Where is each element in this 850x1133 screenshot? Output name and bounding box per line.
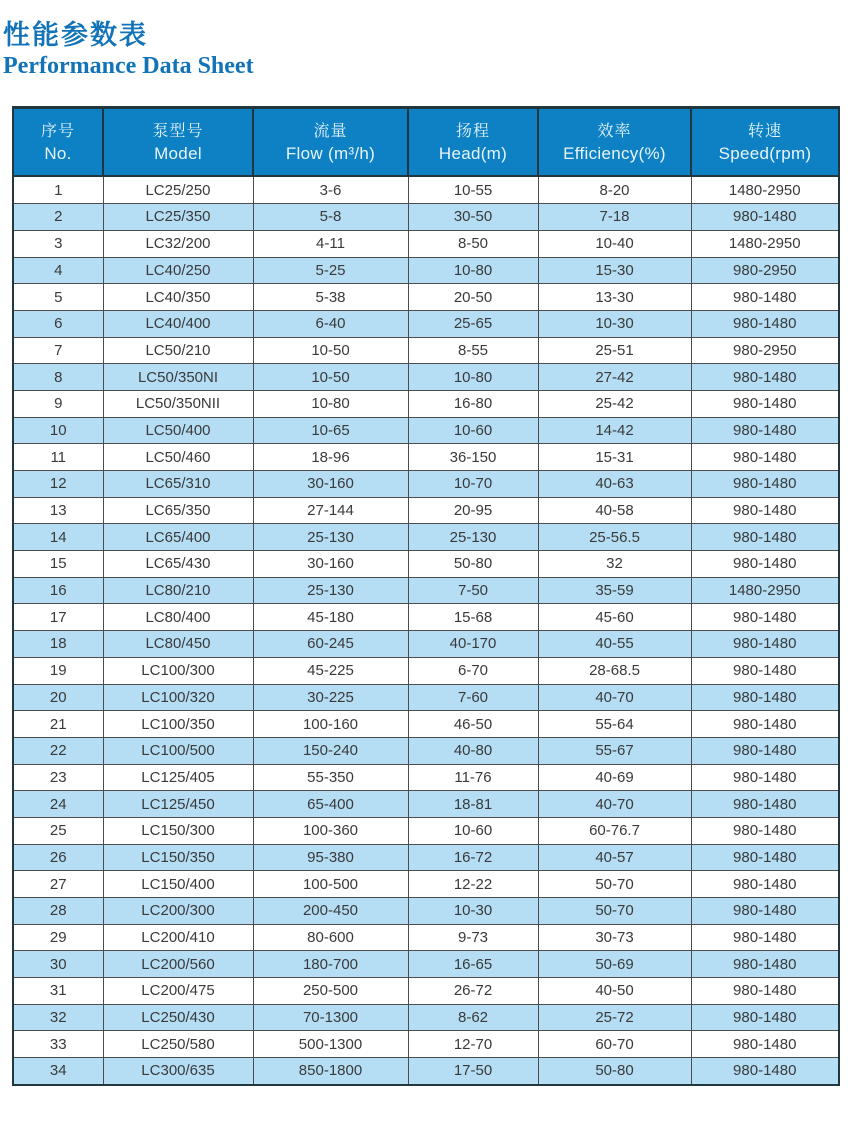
table-cell: LC200/300 (103, 898, 253, 925)
table-row (13, 684, 839, 711)
table-row (13, 711, 839, 738)
table-cell: LC125/450 (103, 791, 253, 818)
table-cell: 40-80 (408, 737, 538, 764)
column-header-model (103, 108, 253, 177)
table-cell: 27 (13, 871, 103, 898)
table-cell: 15 (13, 551, 103, 578)
column-header-flow-en: Flow (m³/h) (285, 143, 376, 163)
page-title-en: Performance Data Sheet (3, 53, 254, 80)
table-cell: LC25/250 (103, 176, 253, 203)
table-cell: 980-1480 (691, 764, 839, 791)
table-cell: 980-2950 (691, 337, 839, 364)
table-cell: 30-225 (253, 684, 408, 711)
table-cell: LC100/500 (103, 737, 253, 764)
table-cell: 16 (13, 577, 103, 604)
table-cell: 150-240 (253, 737, 408, 764)
table-cell: 980-2950 (691, 257, 839, 284)
table-cell: 15-68 (408, 604, 538, 631)
table-cell: 40-58 (538, 497, 691, 524)
table-cell: 10-60 (408, 417, 538, 444)
table-row (13, 871, 839, 898)
table-cell: 40-63 (538, 471, 691, 498)
table-cell: 10-30 (408, 898, 538, 925)
table-cell: 16-80 (408, 390, 538, 417)
table-cell: 33 (13, 1031, 103, 1058)
table-cell: 6 (13, 310, 103, 337)
table-cell: 980-1480 (691, 1058, 839, 1085)
table-body (13, 176, 839, 1084)
table-cell: 25-42 (538, 390, 691, 417)
table-cell: 32 (13, 1004, 103, 1031)
table-cell: LC200/410 (103, 924, 253, 951)
table-cell: 10-55 (408, 176, 538, 203)
column-header-no-en: No. (44, 143, 72, 163)
table-cell: 40-170 (408, 631, 538, 658)
table-cell: 20 (13, 684, 103, 711)
table-cell: 40-69 (538, 764, 691, 791)
table-cell: 1480-2950 (691, 577, 839, 604)
table-row (13, 951, 839, 978)
table-cell: 5-8 (253, 204, 408, 231)
table-cell: LC150/350 (103, 844, 253, 871)
table-row (13, 737, 839, 764)
column-header-model-en: Model (154, 143, 202, 163)
table-cell: 7-60 (408, 684, 538, 711)
table-cell: LC200/560 (103, 951, 253, 978)
table-cell: 1480-2950 (691, 230, 839, 257)
table-cell: 980-1480 (691, 204, 839, 231)
page-title-zh: 性能参数表 (3, 20, 148, 50)
table-row (13, 844, 839, 871)
table-cell: 3-6 (253, 176, 408, 203)
table-cell: LC65/350 (103, 497, 253, 524)
table-cell: 10-70 (408, 471, 538, 498)
table-cell: LC50/400 (103, 417, 253, 444)
table-cell: 980-1480 (691, 1004, 839, 1031)
table-cell: 45-60 (538, 604, 691, 631)
table-cell: 24 (13, 791, 103, 818)
column-header-speed-zh: 转速 (747, 123, 782, 141)
column-header-flow (253, 108, 408, 177)
table-cell: 980-1480 (691, 898, 839, 925)
table-row (13, 1031, 839, 1058)
table-row (13, 978, 839, 1005)
table-cell: 980-1480 (691, 604, 839, 631)
table-cell: LC65/400 (103, 524, 253, 551)
table-cell: 10-80 (253, 390, 408, 417)
table-cell: 5-25 (253, 257, 408, 284)
table-cell: 13-30 (538, 284, 691, 311)
page-title-block (0, 0, 850, 79)
table-cell: 50-69 (538, 951, 691, 978)
column-header-efficiency-zh: 效率 (597, 123, 632, 141)
table-cell: 40-50 (538, 978, 691, 1005)
table-cell: 3 (13, 230, 103, 257)
table-cell: 200-450 (253, 898, 408, 925)
table-row (13, 284, 839, 311)
table-row (13, 257, 839, 284)
table-cell: 6-40 (253, 310, 408, 337)
column-header-no (13, 108, 103, 177)
table-row (13, 310, 839, 337)
table-cell: 980-1480 (691, 524, 839, 551)
table-cell: 60-245 (253, 631, 408, 658)
table-cell: LC300/635 (103, 1058, 253, 1085)
table-cell: 55-350 (253, 764, 408, 791)
table-cell: 980-1480 (691, 390, 839, 417)
table-row (13, 337, 839, 364)
table-cell: 36-150 (408, 444, 538, 471)
table-cell: 40-55 (538, 631, 691, 658)
table-row (13, 497, 839, 524)
table-row (13, 417, 839, 444)
table-cell: 20-95 (408, 497, 538, 524)
table-row (13, 604, 839, 631)
table-row (13, 551, 839, 578)
table-cell: LC125/405 (103, 764, 253, 791)
table-row (13, 657, 839, 684)
table-cell: LC80/210 (103, 577, 253, 604)
table-cell: LC50/350NI (103, 364, 253, 391)
table-cell: 30 (13, 951, 103, 978)
table-cell: LC50/210 (103, 337, 253, 364)
table-cell: 30-50 (408, 204, 538, 231)
table-cell: 10-80 (408, 257, 538, 284)
table-cell: 95-380 (253, 844, 408, 871)
table-cell: 25-65 (408, 310, 538, 337)
table-cell: 5-38 (253, 284, 408, 311)
table-cell: 16-65 (408, 951, 538, 978)
table-cell: 17 (13, 604, 103, 631)
table-cell: 10-40 (538, 230, 691, 257)
table-cell: LC250/430 (103, 1004, 253, 1031)
table-cell: 25-130 (253, 524, 408, 551)
table-cell: 1 (13, 176, 103, 203)
table-row (13, 444, 839, 471)
table-cell: 980-1480 (691, 631, 839, 658)
table-cell: LC40/350 (103, 284, 253, 311)
table-cell: 31 (13, 978, 103, 1005)
table-cell: 46-50 (408, 711, 538, 738)
table-cell: 980-1480 (691, 657, 839, 684)
table-row (13, 898, 839, 925)
table-header-row (13, 108, 839, 177)
table-cell: LC150/300 (103, 817, 253, 844)
table-cell: 4 (13, 257, 103, 284)
table-cell: 22 (13, 737, 103, 764)
table-cell: 25-51 (538, 337, 691, 364)
table-cell: LC100/320 (103, 684, 253, 711)
table-cell: 18 (13, 631, 103, 658)
table-cell: 8-50 (408, 230, 538, 257)
table-cell: 30-160 (253, 551, 408, 578)
table-cell: LC100/350 (103, 711, 253, 738)
table-cell: 25-130 (408, 524, 538, 551)
table-cell: 50-80 (408, 551, 538, 578)
table-cell: 100-500 (253, 871, 408, 898)
table-cell: 29 (13, 924, 103, 951)
table-row (13, 791, 839, 818)
table-cell: 70-1300 (253, 1004, 408, 1031)
table-cell: 5 (13, 284, 103, 311)
table-cell: 980-1480 (691, 924, 839, 951)
table-cell: 12-70 (408, 1031, 538, 1058)
table-cell: 980-1480 (691, 951, 839, 978)
table-cell: 55-67 (538, 737, 691, 764)
table-cell: 25-56.5 (538, 524, 691, 551)
table-cell: 11 (13, 444, 103, 471)
performance-table (12, 106, 840, 1085)
table-cell: LC200/475 (103, 978, 253, 1005)
table-cell: 50-80 (538, 1058, 691, 1085)
table-cell: 980-1480 (691, 284, 839, 311)
table-row (13, 230, 839, 257)
table-cell: 250-500 (253, 978, 408, 1005)
table-cell: 35-59 (538, 577, 691, 604)
table-row (13, 817, 839, 844)
table-cell: 980-1480 (691, 791, 839, 818)
table-cell: 980-1480 (691, 417, 839, 444)
table-cell: LC25/350 (103, 204, 253, 231)
table-cell: 23 (13, 764, 103, 791)
table-cell: 980-1480 (691, 364, 839, 391)
table-cell: 850-1800 (253, 1058, 408, 1085)
table-row (13, 1058, 839, 1085)
table-row (13, 176, 839, 203)
table-cell: 980-1480 (691, 844, 839, 871)
table-cell: 10-80 (408, 364, 538, 391)
table-row (13, 524, 839, 551)
table-cell: 6-70 (408, 657, 538, 684)
table-row (13, 471, 839, 498)
table-row (13, 924, 839, 951)
table-cell: 980-1480 (691, 444, 839, 471)
table-cell: 19 (13, 657, 103, 684)
table-cell: 980-1480 (691, 711, 839, 738)
table-cell: LC40/250 (103, 257, 253, 284)
column-header-speed (691, 108, 839, 177)
table-cell: 10-65 (253, 417, 408, 444)
table-cell: LC65/310 (103, 471, 253, 498)
table-cell: 12-22 (408, 871, 538, 898)
table-cell: 7-50 (408, 577, 538, 604)
table-cell: 15-31 (538, 444, 691, 471)
table-cell: LC50/460 (103, 444, 253, 471)
table-cell: LC32/200 (103, 230, 253, 257)
table-cell: 9 (13, 390, 103, 417)
table-cell: 980-1480 (691, 817, 839, 844)
table-cell: LC150/400 (103, 871, 253, 898)
table-cell: 18-81 (408, 791, 538, 818)
table-cell: 11-76 (408, 764, 538, 791)
column-header-head (408, 108, 538, 177)
table-cell: 100-360 (253, 817, 408, 844)
table-cell: LC50/350NII (103, 390, 253, 417)
table-cell: 40-57 (538, 844, 691, 871)
table-cell: 4-11 (253, 230, 408, 257)
table-cell: 12 (13, 471, 103, 498)
column-header-flow-zh: 流量 (313, 123, 348, 141)
table-cell: 80-600 (253, 924, 408, 951)
table-cell: 60-76.7 (538, 817, 691, 844)
table-row (13, 577, 839, 604)
table-cell: 980-1480 (691, 737, 839, 764)
table-cell: 7-18 (538, 204, 691, 231)
table-cell: 8-20 (538, 176, 691, 203)
table-cell: 25-72 (538, 1004, 691, 1031)
table-cell: 55-64 (538, 711, 691, 738)
table-cell: 14 (13, 524, 103, 551)
table-cell: LC65/430 (103, 551, 253, 578)
table-cell: LC40/400 (103, 310, 253, 337)
table-cell: 500-1300 (253, 1031, 408, 1058)
table-cell: 180-700 (253, 951, 408, 978)
table-cell: LC100/300 (103, 657, 253, 684)
table-cell: 8 (13, 364, 103, 391)
table-row (13, 390, 839, 417)
table-cell: 980-1480 (691, 551, 839, 578)
table-cell: 30-73 (538, 924, 691, 951)
column-header-head-en: Head(m) (438, 143, 508, 163)
table-cell: 10-60 (408, 817, 538, 844)
table-row (13, 631, 839, 658)
table-cell: 980-1480 (691, 1031, 839, 1058)
table-cell: 13 (13, 497, 103, 524)
table-cell: 26-72 (408, 978, 538, 1005)
table-cell: 980-1480 (691, 871, 839, 898)
table-cell: 60-70 (538, 1031, 691, 1058)
table-cell: 980-1480 (691, 471, 839, 498)
table-cell: 7 (13, 337, 103, 364)
table-cell: 28 (13, 898, 103, 925)
table-cell: 2 (13, 204, 103, 231)
table-cell: 28-68.5 (538, 657, 691, 684)
table-cell: 20-50 (408, 284, 538, 311)
table-cell: 980-1480 (691, 497, 839, 524)
table-cell: 25-130 (253, 577, 408, 604)
table-cell: 8-55 (408, 337, 538, 364)
table-cell: 45-225 (253, 657, 408, 684)
table-cell: 980-1480 (691, 978, 839, 1005)
table-cell: 16-72 (408, 844, 538, 871)
table-cell: 30-160 (253, 471, 408, 498)
table-cell: LC80/400 (103, 604, 253, 631)
table-cell: 40-70 (538, 684, 691, 711)
column-header-model-zh: 泵型号 (152, 123, 204, 141)
table-cell: 40-70 (538, 791, 691, 818)
table-cell: 27-144 (253, 497, 408, 524)
table-cell: 10-50 (253, 337, 408, 364)
table-row (13, 764, 839, 791)
column-header-speed-en: Speed(rpm) (718, 143, 812, 163)
column-header-efficiency-en: Efficiency(%) (563, 143, 666, 163)
table-cell: 10-30 (538, 310, 691, 337)
column-header-efficiency (538, 108, 691, 177)
table-cell: 17-50 (408, 1058, 538, 1085)
table-cell: 34 (13, 1058, 103, 1085)
table-cell: 10 (13, 417, 103, 444)
table-cell: 21 (13, 711, 103, 738)
table-cell: 10-50 (253, 364, 408, 391)
table-cell: 45-180 (253, 604, 408, 631)
table-cell: 980-1480 (691, 310, 839, 337)
table-cell: 8-62 (408, 1004, 538, 1031)
table-cell: 15-30 (538, 257, 691, 284)
table-cell: 14-42 (538, 417, 691, 444)
table-cell: LC250/580 (103, 1031, 253, 1058)
table-cell: 25 (13, 817, 103, 844)
table-row (13, 1004, 839, 1031)
table-cell: 50-70 (538, 871, 691, 898)
column-header-no-zh: 序号 (40, 123, 75, 141)
table-cell: 9-73 (408, 924, 538, 951)
table-row (13, 204, 839, 231)
table-cell: 32 (538, 551, 691, 578)
table-cell: 26 (13, 844, 103, 871)
table-cell: 18-96 (253, 444, 408, 471)
table-cell: 27-42 (538, 364, 691, 391)
table-cell: 100-160 (253, 711, 408, 738)
column-header-head-zh: 扬程 (455, 123, 490, 141)
table-cell: 980-1480 (691, 684, 839, 711)
table-cell: LC80/450 (103, 631, 253, 658)
table-cell: 1480-2950 (691, 176, 839, 203)
table-row (13, 364, 839, 391)
table-header (13, 108, 839, 177)
table-cell: 65-400 (253, 791, 408, 818)
table-cell: 50-70 (538, 898, 691, 925)
